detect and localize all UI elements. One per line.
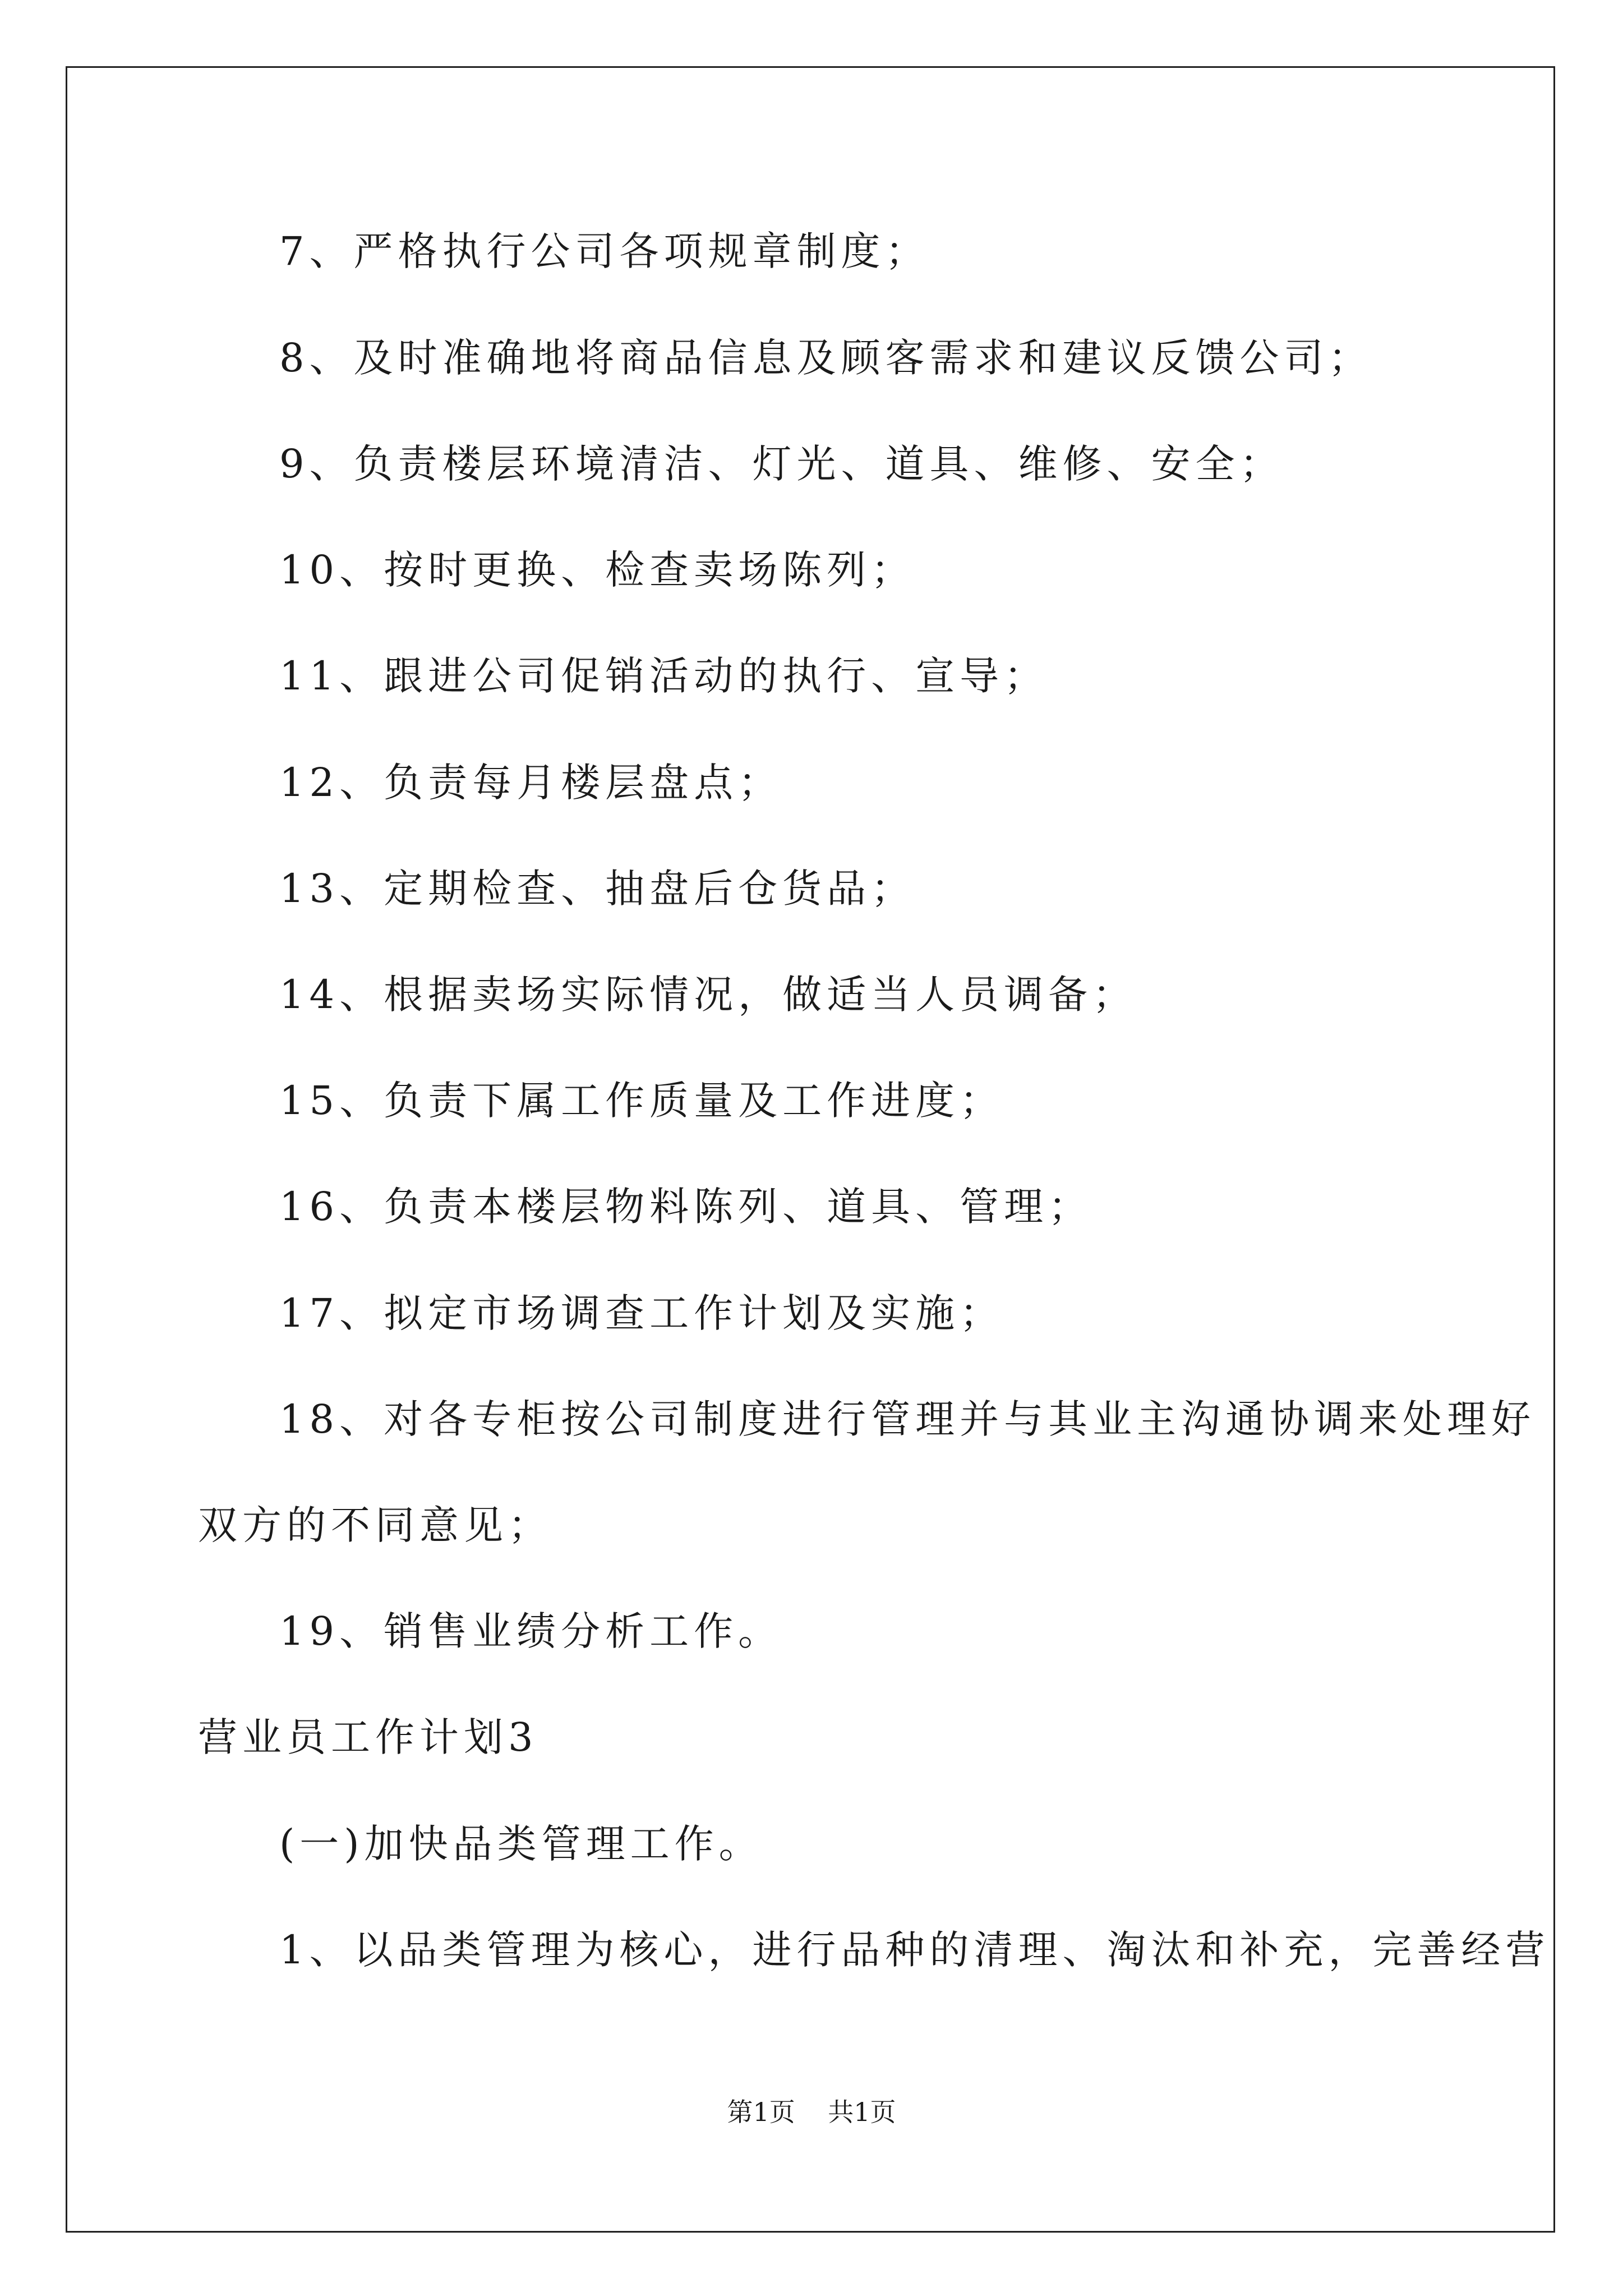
text-line-item-9: 9、负责楼层环境清洁、灯光、道具、维修、安全； (279, 441, 1284, 487)
text-line-item-15: 15、负责下属工作质量及工作进度； (279, 1078, 1004, 1124)
text-line-item-8: 8、及时准确地将商品信息及顾客需求和建议反馈公司； (279, 335, 1373, 381)
text-line-item-12: 12、负责每月楼层盘点； (279, 760, 783, 806)
text-line-item-7: 7、严格执行公司各项规章制度； (279, 228, 930, 274)
text-line-item-19: 19、销售业绩分析工作。 (279, 1608, 783, 1654)
text-line-item-18-continued: 双方的不同意见； (198, 1502, 552, 1548)
text-line-item-10: 10、按时更换、检查卖场陈列； (279, 547, 916, 593)
text-line-item-13: 13、定期检查、抽盘后仓货品； (279, 866, 916, 912)
page-number-footer: 第1页 共1页 (727, 2097, 896, 2127)
text-line-item-11: 11、跟进公司促销活动的执行、宣导； (279, 653, 1049, 699)
text-line-item-18: 18、对各专柜按公司制度进行管理并与其业主沟通协调来处理好 (279, 1396, 1536, 1442)
text-line-item-17: 17、拟定市场调查工作计划及实施； (279, 1290, 1004, 1336)
text-line-item-14: 14、根据卖场实际情况，做适当人员调备； (279, 972, 1137, 1018)
section-heading: 营业员工作计划3 (198, 1714, 538, 1760)
text-line-item-16: 16、负责本楼层物料陈列、道具、管理； (279, 1184, 1093, 1230)
text-line-sub-item-1: 1、以品类管理为核心，进行品种的清理、淘汰和补充，完善经营 (279, 1927, 1550, 1973)
subsection-heading: (一)加快品类管理工作。 (279, 1821, 763, 1867)
page-border (66, 66, 1555, 2233)
